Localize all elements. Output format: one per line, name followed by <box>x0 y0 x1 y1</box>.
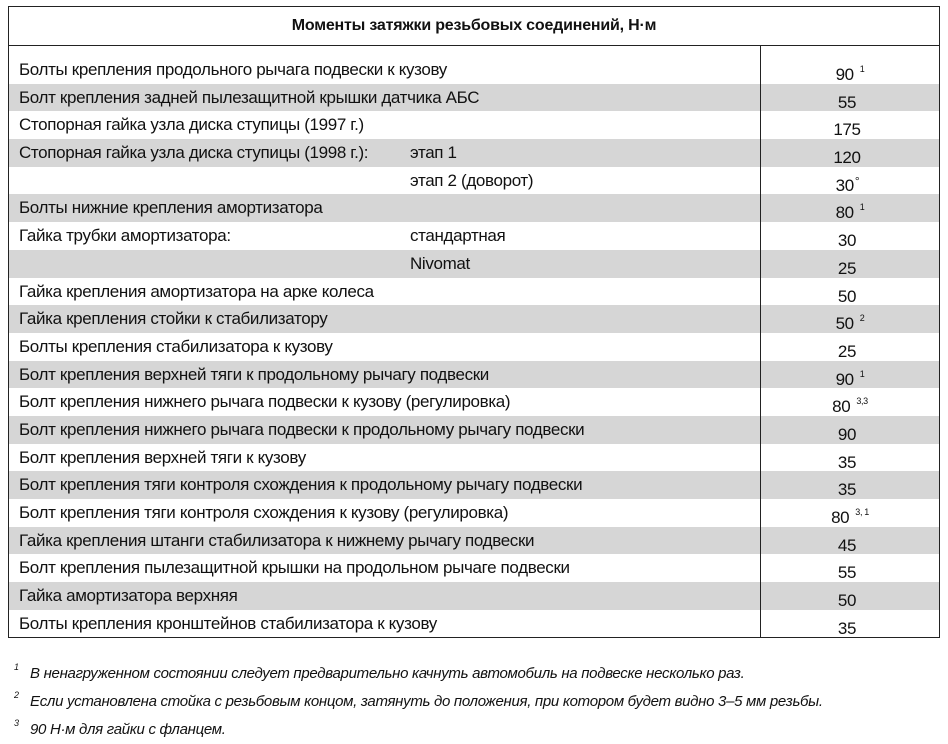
table-row <box>9 167 939 195</box>
row-value-cell <box>761 222 939 250</box>
row-description-cell <box>9 499 761 527</box>
row-label: Болты крепления стабилизатора к кузову <box>19 336 333 356</box>
row-value-cell <box>761 333 939 361</box>
footnote-text: В ненагруженном состоянии следует предварительно качнуть автомобиль на подвеске несколько раз. <box>30 665 745 682</box>
row-label: Болт крепления задней пылезащитной крышки датчика АБС <box>19 87 480 107</box>
row-value-cell <box>761 111 939 139</box>
table-row <box>9 194 939 222</box>
row-value-cell <box>761 194 939 222</box>
table-row <box>9 471 939 499</box>
footnote-ref: 3, 1 <box>855 507 869 517</box>
footnote-ref: 1 <box>859 64 865 74</box>
torque-value: 25 <box>837 258 857 278</box>
torque-value: 90 <box>837 424 857 444</box>
row-description-cell <box>9 416 761 444</box>
row-value-cell <box>761 167 939 195</box>
torque-value: 50 <box>835 314 854 334</box>
row-description-cell <box>9 250 761 278</box>
table-row <box>9 527 939 555</box>
torque-value: 120 <box>833 148 861 168</box>
row-label: Стопорная гайка узла диска ступицы (1998 г.): <box>19 143 369 163</box>
table-row <box>9 582 939 610</box>
torque-value: 90 <box>835 369 854 389</box>
row-description-cell <box>9 305 761 333</box>
row-value-cell <box>761 610 939 638</box>
table-row <box>9 305 939 333</box>
row-description-cell <box>9 333 761 361</box>
torque-value: 50 <box>837 286 857 306</box>
row-label: Гайка крепления амортизатора на арке колеса <box>19 281 374 301</box>
row-description-cell <box>9 167 761 195</box>
row-label: Болт крепления нижнего рычага подвески к продольному рычагу подвески <box>19 419 585 439</box>
torque-value: 55 <box>837 92 857 112</box>
row-value-cell <box>761 416 939 444</box>
torque-value: 50 <box>837 591 857 611</box>
table-row <box>9 499 939 527</box>
row-description-cell <box>9 222 761 250</box>
table-body <box>9 56 939 637</box>
footnote-text: Если установлена стойка с резьбовым концом, затянуть до положения, при котором будет видно 3–5 мм резьбы. <box>30 693 823 710</box>
torque-value: 30 <box>837 231 857 251</box>
row-value-cell <box>761 388 939 416</box>
row-value-cell <box>761 139 939 167</box>
row-label: Болты нижние крепления амортизатора <box>19 198 323 218</box>
torque-value: 90 <box>835 65 854 84</box>
table-row <box>9 278 939 306</box>
row-description-cell <box>9 582 761 610</box>
row-description-cell <box>9 111 761 139</box>
torque-value: 55 <box>837 563 857 583</box>
table-row <box>9 333 939 361</box>
table-row <box>9 554 939 582</box>
table-row <box>9 111 939 139</box>
torque-value: 175 <box>833 120 861 140</box>
footnote-number: 3 <box>14 718 19 728</box>
row-sublabel: Nivomat <box>410 253 470 273</box>
row-value-cell <box>761 84 939 112</box>
row-sublabel: стандартная <box>410 226 506 246</box>
row-label: Гайка крепления стойки к стабилизатору <box>19 309 328 329</box>
torque-value: 35 <box>837 452 857 472</box>
table-row <box>9 361 939 389</box>
row-description-cell <box>9 388 761 416</box>
row-value-cell <box>761 471 939 499</box>
row-label: Стопорная гайка узла диска ступицы (1997 г.) <box>19 115 364 135</box>
footnote <box>14 653 934 681</box>
row-label: Гайка крепления штанги стабилизатора к нижнему рычагу подвески <box>19 530 535 550</box>
footnote-ref: 3,3 <box>856 396 868 407</box>
table-row <box>9 388 939 416</box>
row-description-cell <box>9 610 761 638</box>
row-label: Болты крепления кронштейнов стабилизатора к кузову <box>19 613 437 633</box>
row-label: Гайка трубки амортизатора: <box>19 226 231 246</box>
row-label: Болт крепления пылезащитной крышки на продольном рычаге подвески <box>19 558 570 578</box>
table-row <box>9 84 939 112</box>
row-label: Болт крепления тяги контроля схождения к продольному рычагу подвески <box>19 475 583 495</box>
row-description-cell <box>9 84 761 112</box>
row-description-cell <box>9 471 761 499</box>
torque-value: 25 <box>837 341 857 361</box>
row-description-cell <box>9 139 761 167</box>
row-description-cell <box>9 278 761 306</box>
footnote-number: 2 <box>14 690 19 700</box>
row-description-cell <box>9 554 761 582</box>
row-value-cell <box>761 56 939 84</box>
row-sublabel: этап 2 (доворот) <box>410 170 534 190</box>
row-value-cell <box>761 305 939 333</box>
row-label: Болты крепления продольного рычага подвески к кузову <box>19 60 447 79</box>
footnote-number: 1 <box>14 662 19 672</box>
table-title: Моменты затяжки резьбовых соединений, Н·м <box>9 7 939 46</box>
table-row <box>9 250 939 278</box>
footnote-ref: 1 <box>859 368 865 379</box>
footnote <box>14 681 934 709</box>
torque-value: 80 <box>835 203 854 223</box>
row-label: Болт крепления верхней тяги к продольному рычагу подвески <box>19 364 489 384</box>
footnote <box>14 709 934 737</box>
torque-value: 45 <box>837 535 857 555</box>
footnote-ref: 1 <box>859 202 865 213</box>
row-value-cell <box>761 361 939 389</box>
table-row <box>9 610 939 638</box>
row-value-cell <box>761 444 939 472</box>
degree-mark: ° <box>854 173 860 188</box>
row-sublabel: этап 1 <box>410 143 457 163</box>
table-row <box>9 444 939 472</box>
row-description-cell <box>9 194 761 222</box>
footnote-text: 90 Н·м для гайки с фланцем. <box>30 721 226 738</box>
row-description-cell <box>9 361 761 389</box>
footnote-ref: 2 <box>859 313 865 324</box>
table-row <box>9 139 939 167</box>
row-value-cell <box>761 527 939 555</box>
torque-value: 30 <box>835 175 854 195</box>
torque-value: 35 <box>837 480 857 500</box>
row-description-cell <box>9 527 761 555</box>
row-label: Болт крепления нижнего рычага подвески к кузову (регулировка) <box>19 392 511 412</box>
row-value-cell <box>761 554 939 582</box>
table-top-spacer <box>9 46 939 56</box>
row-label: Болт крепления тяги контроля схождения к кузову (регулировка) <box>19 503 509 522</box>
row-value-cell <box>761 499 939 527</box>
torque-table <box>8 6 940 638</box>
row-label: Гайка амортизатора верхняя <box>19 586 238 606</box>
row-value-cell <box>761 278 939 306</box>
footnotes <box>14 653 934 737</box>
table-row <box>9 222 939 250</box>
row-description-cell <box>9 56 761 84</box>
torque-value: 35 <box>837 618 857 638</box>
torque-value: 80 <box>831 508 850 527</box>
table-row <box>9 416 939 444</box>
table-row <box>9 56 939 84</box>
row-value-cell <box>761 582 939 610</box>
torque-value: 80 <box>832 397 851 417</box>
row-description-cell <box>9 444 761 472</box>
row-label: Болт крепления верхней тяги к кузову <box>19 447 306 467</box>
row-value-cell <box>761 250 939 278</box>
